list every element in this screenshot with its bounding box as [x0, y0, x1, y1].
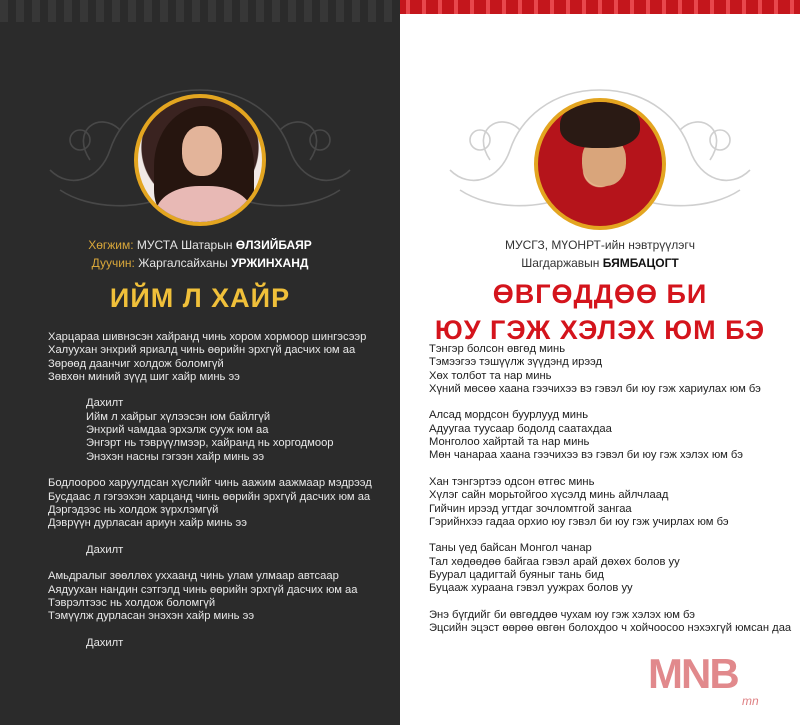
credits: [400, 236, 800, 272]
poem-title: ӨВГӨДДӨӨ БИ ЮУ ГЭЖ ХЭЛЭХ ЮМ БЭ: [434, 279, 766, 345]
stanza: [429, 609, 791, 636]
stanza: [48, 397, 372, 463]
lyric-line: Хүний мөсөө хаана гээчихээ вэ гэвэл би юу гэж хариулах юм бэ: [429, 382, 761, 395]
stanza: [48, 331, 372, 384]
lyric-line: Аядуухан нандин сэтгэлд чинь өөрийн эрхгүй дасчих юм аа: [48, 583, 358, 596]
lyric-line: Бодлоороо харуулдсан хүслийг чинь аажим аажмаар мэдрээд: [48, 477, 372, 490]
mnb-logo: MNB: [648, 650, 738, 697]
lyric-line: Зөрөөд даанчиг холдож боломгүй: [48, 357, 224, 370]
lyric-line: Алсад мордсон буурлууд минь: [429, 409, 589, 422]
lyric-line: Энгэрт нь тэврүүлмээр, хайранд нь хоргодмоор: [86, 437, 334, 450]
author-role: МУСГЗ, МҮОНРТ-ийн нэвтрүүлэгч: [504, 238, 696, 252]
right-page: [400, 0, 800, 725]
lyric-line: Дахилт: [86, 636, 124, 649]
lyric-line: Халуухан энхрий яриалд чинь өөрийн эрхгүй дасчих юм аа: [48, 344, 356, 357]
lyric-line: Тэмээгээ тэшүүлж зүүдэнд ирээд: [429, 356, 603, 369]
lyric-line: Буурал цадигтай буяныг тань бид: [429, 569, 604, 582]
lyric-line: Дахилт: [86, 543, 124, 556]
top-red-border: [400, 0, 800, 14]
lyric-line: Гэрийнхээ гадаа орхио юу гэвэл би юу гэж учирлах юм бэ: [429, 515, 729, 528]
stanza: [429, 476, 791, 529]
singer-portrait: [134, 94, 266, 226]
lyric-line: Хөх толбот та нар минь: [429, 369, 552, 382]
lyric-line: Бусдаас л гэгээхэн харцанд чинь өөрийн эрхгүй дасчих юм аа: [48, 490, 371, 503]
lyric-line: Адуугаа туусаар бодолд саатахдаа: [429, 422, 612, 435]
stanza: [429, 343, 791, 396]
lyrics: [48, 331, 372, 663]
poem-text: [429, 343, 791, 649]
lyric-line: Зөвхөн миний зүүд шиг хайр минь ээ: [48, 370, 240, 383]
singer-credit: Дуучин: Жаргалсайханы УРЖИНХАНД: [91, 256, 309, 270]
lyric-line: Мөн чанараа хаана гээчихээ вэ гэвэл би юу гэж хэлэх юм бэ: [429, 449, 743, 462]
stanza: [48, 544, 372, 557]
lyric-line: Монголоо хайртай та нар минь: [429, 436, 590, 449]
lyric-line: Энэхэн насны гэгээн хайр минь ээ: [86, 450, 265, 463]
song-title: ИЙМ Л ХАЙР: [109, 283, 291, 313]
stanza: [429, 542, 791, 595]
lyric-line: Тал хөдөөдөө байгаа гэвэл арай дөхөх болов уу: [429, 555, 680, 568]
lyric-line: Амьдралыг зөөллөх уххаанд чинь улам улмаар автсаар: [48, 570, 339, 583]
music-credit: Хөгжим: МУСТА Шатарын ӨЛЗИЙБАЯР: [88, 238, 312, 252]
poet-portrait: [534, 98, 666, 230]
stanza: [48, 477, 372, 530]
lyric-line: Гийчин ирээд угтдаг зочломтгой зангаа: [429, 502, 632, 515]
lyric-line: Дэргэдээс нь холдож зүрхлэмгүй: [48, 503, 219, 516]
lyric-line: Хүлэг сайн морьтойгоо хүсэлд минь айлчлаад: [429, 489, 669, 502]
lyric-line: Таны үед байсан Монгол чанар: [429, 542, 592, 555]
lyric-line: Буцааж хураана гэвэл уужрах болов уу: [429, 582, 633, 595]
mnb-logo-suffix: mn: [742, 694, 759, 708]
lyric-line: Дэврүүн дурласан ариун хайр минь ээ: [48, 517, 247, 530]
lyric-line: Тэнгэр болсон өвгөд минь: [429, 343, 566, 355]
stanza: [429, 409, 791, 462]
lyric-line: Энхрий чамдаа эрхэлж сууж юм аа: [86, 424, 269, 437]
author-name-line: Шагдаржавын БЯМБАЦОГТ: [521, 256, 679, 270]
lyric-line: Эцсийн эцэст өөрөө өвгөн болохдоо ч хойчоосоо нэхэхгүй юмсан даа: [429, 622, 792, 635]
lyric-line: Тэмүүлж дурласан энэхэн хайр минь ээ: [48, 610, 255, 623]
lyric-line: Хан тэнгэртээ одсон өтгөс минь: [429, 475, 595, 488]
lyric-line: Харцараа шивнэсэн хайранд чинь хором хормоор шингэсээр: [48, 331, 367, 343]
lyric-line: Энэ бүгдийг би өвгөддөө чухам юу гэж хэлэх юм бэ: [429, 608, 695, 621]
lyric-line: Ийм л хайрыг хүлээсэн юм байлгүй: [86, 410, 271, 423]
stanza: [48, 637, 372, 650]
lyric-line: Дахилт: [86, 397, 124, 410]
credits: [0, 236, 400, 272]
top-ornament-border: [0, 0, 400, 22]
stanza: [48, 570, 372, 623]
lyric-line: Тэврэлтээс нь холдож боломгүй: [48, 596, 216, 609]
